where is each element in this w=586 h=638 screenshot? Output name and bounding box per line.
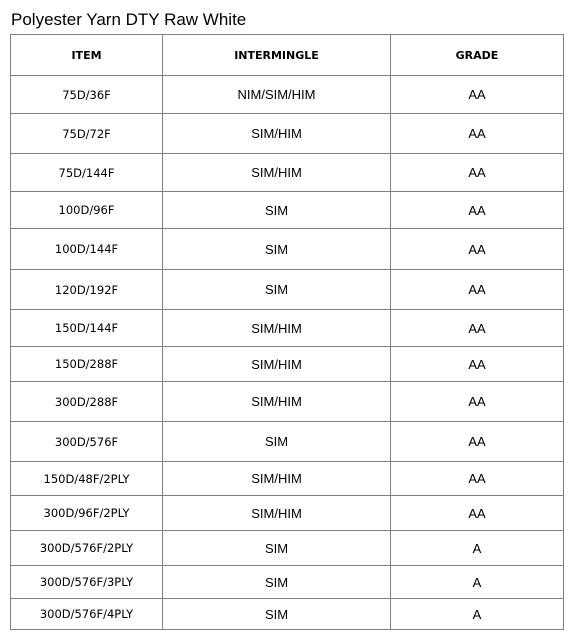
table-row: [11, 192, 564, 229]
item-cell: 120D/192F: [11, 270, 163, 310]
intermingle-cell: SIM: [163, 192, 391, 229]
column-header-grade: GRADE: [391, 35, 564, 76]
grade-cell: AA: [391, 382, 564, 422]
item-cell: 300D/576F/2PLY: [11, 531, 163, 566]
intermingle-cell: SIM/HIM: [163, 114, 391, 154]
item-cell: 300D/576F: [11, 422, 163, 462]
table-row: [11, 566, 564, 599]
grade-cell: AA: [391, 270, 564, 310]
intermingle-cell: SIM: [163, 422, 391, 462]
intermingle-cell: SIM: [163, 531, 391, 566]
table-row: [11, 154, 564, 192]
grade-cell: AA: [391, 496, 564, 531]
intermingle-cell: NIM/SIM/HIM: [163, 76, 391, 114]
table-row: [11, 382, 564, 422]
grade-cell: AA: [391, 347, 564, 382]
table-row: [11, 347, 564, 382]
item-cell: 150D/48F/2PLY: [11, 462, 163, 496]
intermingle-cell: SIM/HIM: [163, 496, 391, 531]
intermingle-cell: SIM: [163, 270, 391, 310]
table-row: [11, 310, 564, 347]
intermingle-cell: SIM/HIM: [163, 154, 391, 192]
grade-cell: AA: [391, 422, 564, 462]
page-title: Polyester Yarn DTY Raw White: [11, 10, 247, 29]
item-cell: 150D/288F: [11, 347, 163, 382]
intermingle-cell: SIM: [163, 566, 391, 599]
grade-cell: AA: [391, 154, 564, 192]
table-row: [11, 496, 564, 531]
item-cell: 300D/288F: [11, 382, 163, 422]
column-header-item: ITEM: [11, 35, 163, 76]
item-cell: 75D/144F: [11, 154, 163, 192]
item-cell: 100D/96F: [11, 192, 163, 229]
item-cell: 75D/72F: [11, 114, 163, 154]
table-row: [11, 114, 564, 154]
item-cell: 300D/576F/4PLY: [11, 599, 163, 630]
intermingle-cell: SIM/HIM: [163, 310, 391, 347]
item-cell: 100D/144F: [11, 229, 163, 270]
column-header-intermingle: INTERMINGLE: [163, 35, 391, 76]
grade-cell: AA: [391, 310, 564, 347]
intermingle-cell: SIM: [163, 599, 391, 630]
item-cell: 300D/576F/3PLY: [11, 566, 163, 599]
item-cell: 300D/96F/2PLY: [11, 496, 163, 531]
table-row: [11, 229, 564, 270]
grade-cell: A: [391, 599, 564, 630]
table-header-row: [11, 35, 564, 76]
grade-cell: AA: [391, 229, 564, 270]
table-row: [11, 599, 564, 630]
grade-cell: A: [391, 531, 564, 566]
table-row: [11, 462, 564, 496]
grade-cell: AA: [391, 192, 564, 229]
table-row: [11, 76, 564, 114]
grade-cell: AA: [391, 114, 564, 154]
intermingle-cell: SIM/HIM: [163, 382, 391, 422]
table-row: [11, 270, 564, 310]
intermingle-cell: SIM/HIM: [163, 462, 391, 496]
grade-cell: AA: [391, 462, 564, 496]
grade-cell: A: [391, 566, 564, 599]
spec-table: [10, 34, 564, 630]
intermingle-cell: SIM/HIM: [163, 347, 391, 382]
table-row: [11, 422, 564, 462]
item-cell: 75D/36F: [11, 76, 163, 114]
grade-cell: AA: [391, 76, 564, 114]
item-cell: 150D/144F: [11, 310, 163, 347]
intermingle-cell: SIM: [163, 229, 391, 270]
table-body: [11, 76, 564, 630]
table-row: [11, 531, 564, 566]
